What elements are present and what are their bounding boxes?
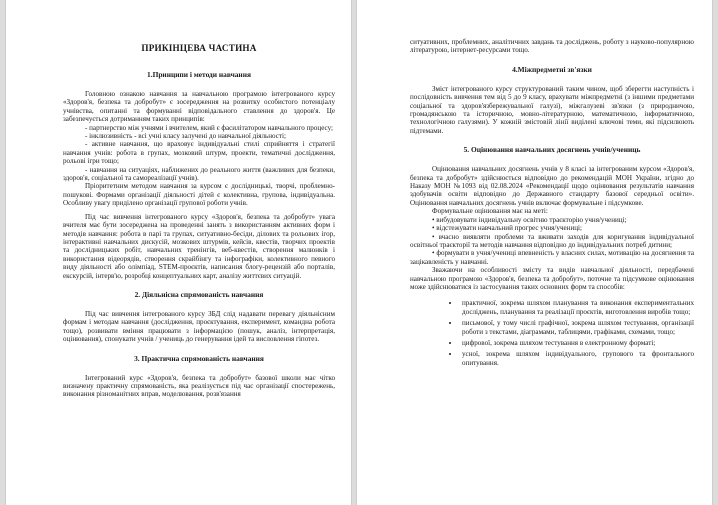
list-item: • письмової, у тому числі графічної, зокрема шляхом тестування, організації роботи з текстами, діаграмами, таблицями, графіками, схемами, тощо; bbox=[460, 319, 694, 336]
paragraph: Головною ознакою навчання за навчальною програмою інтегрованого курсу «Здоров'я, безпека та добробут» є зосередження на розвитку особистого потенціалу учнівства, опитанні та формуванні відповідального ставлення до здоров'я. Це забезпечується дотриманням таких принципів: bbox=[63, 90, 335, 124]
paragraph: Формувальне оцінювання має на меті: bbox=[432, 207, 548, 216]
bullet-item: - навчання на ситуаціях, наближених до реального життя (важливих для безпеки, здоров'я, соціальної та самореалізації учнів). bbox=[63, 165, 335, 183]
assessment-forms-list bbox=[410, 299, 694, 367]
section-heading-activity: 2. Діяльнісна спрямованість навчання bbox=[134, 289, 264, 299]
paragraph: Зміст інтегрованого курсу структурований таким чином, щоб зберегти наступність і послідовність вивчення тем від 5 до 9 класу, врахувати міжпредметні (з іншими предметами соціальної та здоров'язбережувальної галузі), міжгалузеві зв'язки (з природничою, громадянською та історичною, мовно-літературною, математичною, інформатичною, технологічною галузями). У кожній змістовій лінії виділені ключові теми, які підсилюють підтемами. bbox=[410, 84, 694, 135]
section-heading-interdisciplinary: 4.Міжпредметні зв'язки bbox=[512, 64, 592, 74]
bullet-item: • вибудовувати індивідуальну освітню траєкторію учня/учениці; bbox=[432, 215, 627, 224]
bullet-item: • відстежувати навчальний прогрес учня/учениці; bbox=[432, 224, 582, 233]
paragraph: Під час вивчення інтегрованого курсу «Здоров'я, безпека та добробут» увага вчителя має бути зосереджена на проведенні занять з використанням активних форм і методів навчання: робота в парі та групах, ситуативно-бесіди, ділових та рольових ігор, інтерактивні навчальних дискусій, мозкових штурмів, кейсів, квестів, творчих проектів та дослідницьких робіт, навчальних тренінгів, веб-квестів, створення малюнків і використання відеорядів, створення скрайбінгу та інфографіки, колективного певного виду діяльності або олімпіад, STEM-проєктів, написання блогу-рецензій або порталів, екскурсій, інтерв'ю, розробці концептуальних карт, аналізу життєвих ситуацій. bbox=[63, 212, 335, 280]
section-heading-principles: 1.Принципи і методи навчання bbox=[147, 70, 251, 79]
page-title: ПРИКІНЦЕВА ЧАСТИНА bbox=[141, 43, 257, 53]
document-page-1 bbox=[6, 0, 351, 505]
bullet-item: • вчасно виявляти проблеми та вживати заходів для коригування індивідуальної освітньої траєкторії та методів навчання відповідно до індивідуальних потреб дитини; bbox=[410, 232, 694, 249]
section-heading-assessment: 5. Оцінювання навчальних досягнень учнів/учениць bbox=[463, 145, 641, 155]
paragraph: Зважаючи на особливості змісту та видів навчальної діяльності, передбачені навчальною програмою «Здоров'я, безпека та добробут», поточне та підсумкове оцінювання може здійснюватися із застосування таких основних форм та способів: bbox=[410, 266, 694, 291]
bullet-item: - інклюзивність - всі учні класу залучені до навчальної діяльності; bbox=[85, 132, 286, 141]
list-item: • усної, зокрема шляхом індивідуального, групового та фронтального опитування. bbox=[460, 350, 694, 367]
bullet-item: • формувати в учня/учениці впевненість у власних силах, мотивацію на досягнення та зацікавленість у навчанні. bbox=[410, 249, 694, 266]
paragraph: Інтегрований курс «Здоров'я, безпека та добробут» базової школи має чітко визначену практичну спрямованість, яка реалізується під час організації спостережень, виконання різноманітних вправ, моделювання, розв'язання bbox=[63, 373, 335, 399]
paragraph: Під час вивчення інтегрованого курсу ЗБД слід надавати перевагу діяльнісним формам і методам навчання (дослідження, проєктування, експеримент, командна робота тощо), розвивати вміння працювати з інформацією (пошук, аналіз, інтерпретація, оцінювання), спонукати учнів / учениць до генерування ідей та висловлення гіпотез. bbox=[63, 309, 335, 344]
paragraph: Пріоритетним методом навчання за курсом є дослідницькі, творчі, проблемно-пошукові. Формами організації діяльності дітей є колективна, групова, індивідуальна. Особливу увагу приділено організації групової роботи учнів. bbox=[63, 182, 335, 208]
list-item: • практичної, зокрема шляхом планування та виконання експериментальних досліджень, планування та реалізації проєктів, виготовлення виробів тощо; bbox=[460, 299, 694, 316]
paragraph: ситуативних, проблемних, аналітичних завдань та досліджень, роботу з науково-популярною літературою, інтернет-ресурсами тощо. bbox=[410, 38, 694, 55]
bullet-item: - партнерство між учнями і вчителем, який є фасилітатором навчального процесу; bbox=[85, 123, 334, 132]
document-page-2 bbox=[357, 0, 712, 505]
list-item: • цифрової, зокрема шляхом тестування в електронному форматі; bbox=[460, 339, 694, 347]
section-heading-practical: 3. Практична спрямованість навчання bbox=[134, 353, 264, 363]
paragraph: Оцінювання навчальних досягнень учнів у 8 класі за інтегрованим курсом «Здоров'я, безпека та добробут» здійснюється відповідно до рекомендацій МОН України, згідно до Наказу МОН №1093 від 02.08.2024 «Рекомендації щодо оцінювання результатів навчання здобувачів освіти відповідно до Державного стандарту базової середньої освіти». Оцінювання навчальних досягнень учнів включає формувальне і підсумкове. bbox=[410, 165, 694, 207]
bullet-item: - активне навчання, що враховує індивідуальні стилі сприйняття і стратегії навчання учнів: робота в групах, мозковий штурм, проекти, тематичні дослідження, рольові ігри тощо; bbox=[63, 140, 335, 166]
